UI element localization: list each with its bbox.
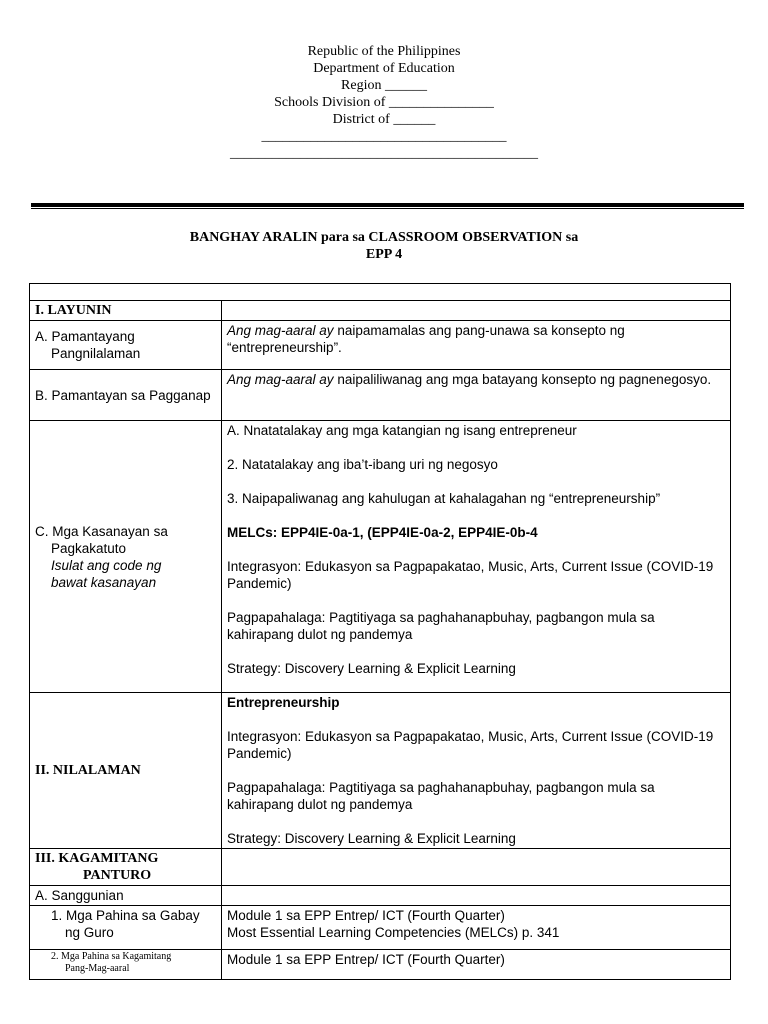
kasanayan-label-4: bawat kasanayan [51,574,157,590]
kasanayan-item-3: 3. Naipapaliwanag ang kahulugan at kahalagahan ng “entrepreneurship” [227,491,661,506]
kasanayan-melcs: MELCs: EPP4IE-0a-1, (EPP4IE-0a-2, EPP4IE-0b-4 [227,525,538,540]
pamantayang-content [222,321,731,370]
table-row-pamantayan-pagganap [30,370,731,421]
department-line: Department of Education [313,61,455,76]
gabay-guro-content-1: Module 1 sa EPP Entrep/ ICT (Fourth Quarter) [227,908,505,923]
district-line: District of ______ [332,112,436,127]
header-divider-thick [31,203,744,207]
gabay-guro-label [30,906,222,950]
kasanayan-pagpapahalaga: Pagpapahalaga: Pagtitiyaga sa paghahanapbuhay, pagbangon mula sa kahirapang dulot ng pandemya [227,610,655,642]
pamantayan-pagganap-content-text: naipaliliwanag ang mga batayang konsepto ng pagnenegosyo. [333,372,712,387]
pamantayang-label-1: A. Pamantayang [35,329,135,344]
gabay-guro-content-2: Most Essential Learning Competencies (MELCs) p. 341 [227,925,560,940]
kasanayan-label-1: C. Mga Kasanayan sa [35,523,168,539]
sanggunian-content [222,886,731,906]
header-divider-thin [31,208,744,209]
kagamitan-label-1: III. KAGAMITANG [35,851,159,866]
kagamitang-mag-aaral-label [30,950,222,980]
document-header [0,43,768,162]
kagamitang-mag-aaral-content: Module 1 sa EPP Entrep/ ICT (Fourth Quarter) [222,950,731,980]
table-row-gabay-guro [30,906,731,950]
kagamitan-content [222,849,731,886]
kasanayan-item-2: 2. Natatalakay ang iba’t-ibang uri ng negosyo [227,457,498,472]
kagamitang-mag-aaral-label-2: Pang-Mag-aaral [65,963,130,974]
kasanayan-strategy: Strategy: Discovery Learning & Explicit Learning [227,661,516,676]
sanggunian-label: A. Sanggunian [30,886,222,906]
title-line-2: EPP 4 [365,247,403,262]
republic-line: Republic of the Philippines [307,44,461,59]
kasanayan-content [222,421,731,693]
pamantayang-content-text: naipamamalas ang pang-unawa sa konsepto ng “entrepreneurship”. [227,323,625,355]
table-row-kagamitang-mag-aaral [30,950,731,980]
gabay-guro-label-1: 1. Mga Pahina sa Gabay [51,908,200,923]
kasanayan-label [30,421,222,693]
table-row-layunin [30,301,731,321]
pamantayang-label [30,321,222,370]
nilalaman-strategy: Strategy: Discovery Learning & Explicit Learning [227,831,516,846]
kasanayan-label-2: Pagkakatuto [51,540,127,556]
table-row-sanggunian [30,886,731,906]
pamantayan-pagganap-content-italic: Ang mag-aaral ay [227,372,334,387]
layunin-label: I. LAYUNIN [30,301,222,321]
layunin-content [222,301,731,321]
nilalaman-content [222,693,731,849]
table-row-pamantayang [30,321,731,370]
kagamitan-label [30,849,222,886]
nilalaman-integrasyon: Integrasyon: Edukasyon sa Pagpapakatao, Music, Arts, Current Issue (COVID-19 Pandemic) [227,729,714,761]
nilalaman-heading: Entrepreneurship [227,695,340,710]
lesson-plan-table [29,283,731,980]
kagamitang-mag-aaral-label-1: 2. Mga Pahina sa Kagamitang [51,951,172,962]
blank-line-1: ___________________________________ [261,129,507,144]
title-line-1: BANGHAY ARALIN para sa CLASSROOM OBSERVATION sa [189,230,579,245]
pamantayang-content-italic: Ang mag-aaral ay [227,323,334,338]
gabay-guro-content [222,906,731,950]
kagamitan-label-2: PANTURO [83,868,152,883]
kasanayan-integrasyon: Integrasyon: Edukasyon sa Pagpapakatao, Music, Arts, Current Issue (COVID-19 Pandemic) [227,559,714,591]
blank-line-2: ____________________________________________ [230,146,538,161]
pamantayang-label-2: Pangnilalaman [51,346,141,361]
division-line: Schools Division of _______________ [274,95,494,110]
table-row-nilalaman [30,693,731,849]
document-title [0,229,768,263]
gabay-guro-label-2: ng Guro [65,925,114,940]
nilalaman-pagpapahalaga: Pagpapahalaga: Pagtitiyaga sa paghahanapbuhay, pagbangon mula sa kahirapang dulot ng pandemya [227,780,655,812]
region-line: Region ______ [341,78,427,93]
table-row-kagamitan [30,849,731,886]
pamantayan-pagganap-label: B. Pamantayan sa Pagganap [30,370,222,421]
kasanayan-item-a: A. Nnatatalakay ang mga katangian ng isang entrepreneur [227,423,577,438]
empty-cell [30,284,731,301]
kasanayan-label-3: Isulat ang code ng [51,557,162,573]
table-row-empty [30,284,731,301]
pamantayan-pagganap-content [222,370,731,421]
table-row-kasanayan [30,421,731,693]
nilalaman-label: II. NILALAMAN [30,693,222,849]
